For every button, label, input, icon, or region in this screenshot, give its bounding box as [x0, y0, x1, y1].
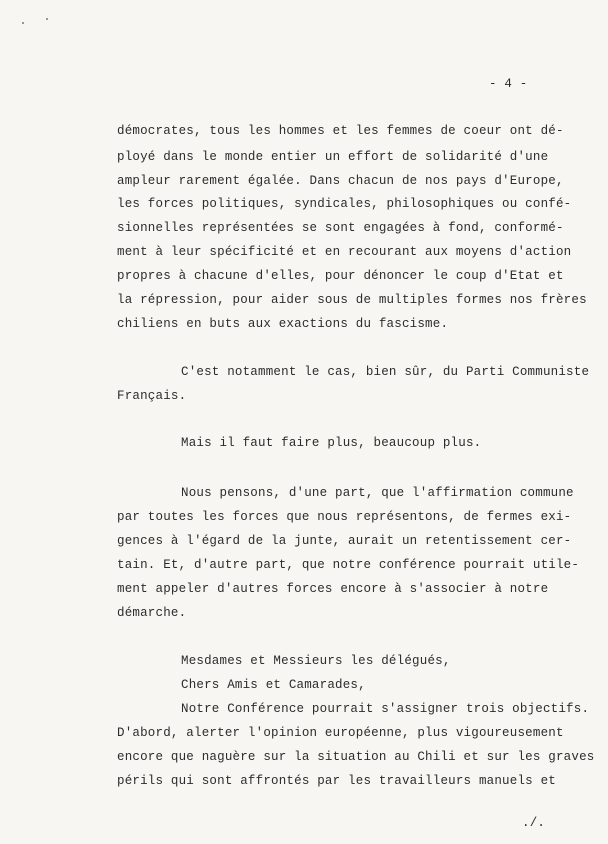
- text-line: gences à l'égard de la junte, aurait un retentissement cer-: [117, 534, 572, 548]
- text-line: ment à leur spécificité et en recourant aux moyens d'action: [117, 245, 572, 259]
- scan-marks: [22, 16, 62, 26]
- text-line: encore que naguère sur la situation au Chili et sur les graves: [117, 750, 595, 764]
- text-line: Mais il faut faire plus, beaucoup plus.: [181, 436, 482, 450]
- text-line: sionnelles représentées se sont engagées à fond, conformé-: [117, 221, 564, 235]
- text-line: ampleur rarement égalée. Dans chacun de nos pays d'Europe,: [117, 174, 564, 188]
- text-line: C'est notamment le cas, bien sûr, du Parti Communiste: [181, 365, 590, 379]
- text-line: chiliens en buts aux exactions du fascisme.: [117, 317, 449, 331]
- text-line: propres à chacune d'elles, pour dénoncer le coup d'Etat et: [117, 269, 564, 283]
- text-line: tain. Et, d'autre part, que notre conférence pourrait utile-: [117, 558, 580, 572]
- text-line: ployé dans le monde entier un effort de solidarité d'une: [117, 150, 549, 164]
- continuation-mark: ./.: [522, 816, 546, 830]
- text-line: démocrates, tous les hommes et les femmes de coeur ont dé-: [117, 124, 564, 138]
- page-number: - 4 -: [489, 77, 528, 91]
- text-line: par toutes les forces que nous représentons, de fermes exi-: [117, 510, 572, 524]
- text-line: ment appeler d'autres forces encore à s'associer à notre: [117, 582, 549, 596]
- text-line: Nous pensons, d'une part, que l'affirmation commune: [181, 486, 574, 500]
- text-line: les forces politiques, syndicales, philosophiques ou confé-: [117, 197, 572, 211]
- text-line: Notre Conférence pourrait s'assigner trois objectifs.: [181, 702, 590, 716]
- text-line: Chers Amis et Camarades,: [181, 678, 366, 692]
- text-line: D'abord, alerter l'opinion européenne, plus vigoureusement: [117, 726, 564, 740]
- text-line: la répression, pour aider sous de multiples formes nos frères: [117, 293, 587, 307]
- text-line: démarche.: [117, 606, 187, 620]
- text-line: Mesdames et Messieurs les délégués,: [181, 654, 451, 668]
- text-line: Français.: [117, 389, 187, 403]
- text-line: périls qui sont affrontés par les travailleurs manuels et: [117, 774, 556, 788]
